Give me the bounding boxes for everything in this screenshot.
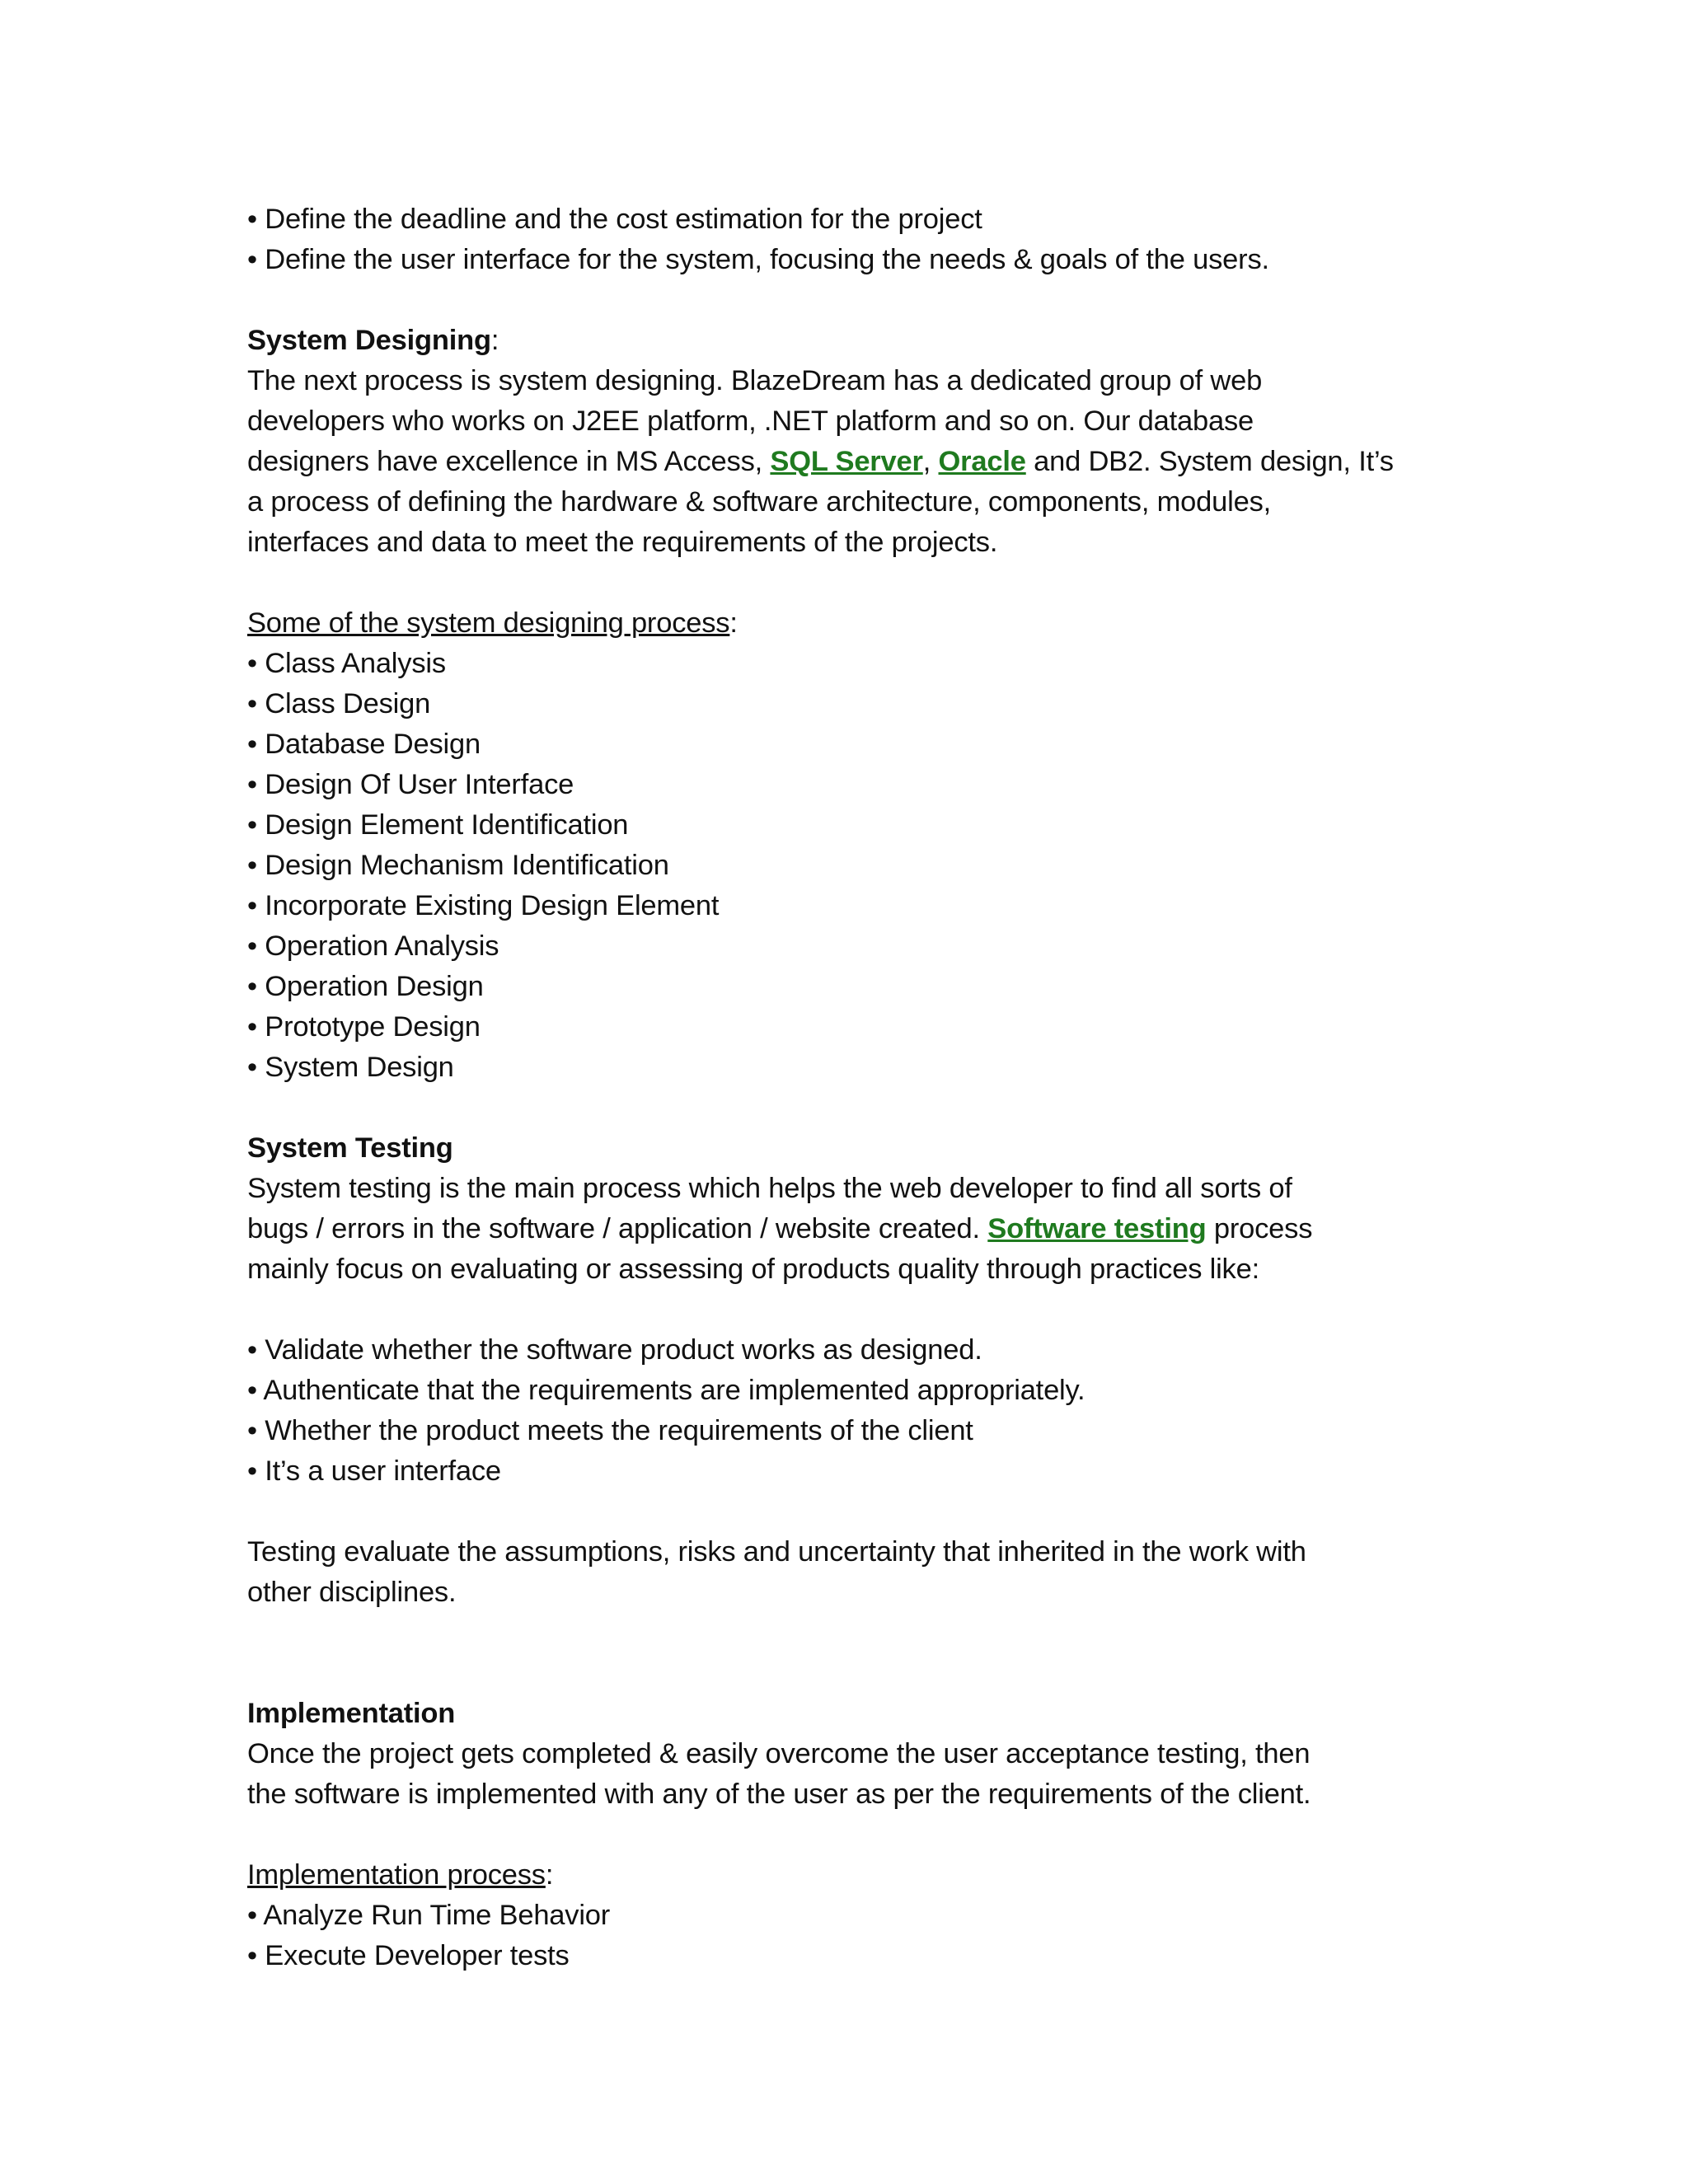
list-item: • Define the user interface for the system, focusing the needs & goals of the users. [247, 240, 1451, 280]
sql-server-link[interactable]: SQL Server [770, 446, 923, 477]
implementation-heading: Implementation [247, 1698, 456, 1729]
list-item: • Class Design [247, 684, 1451, 724]
paragraph-line [247, 1209, 1451, 1249]
paragraph-line: The next process is system designing. BlazeDream has a dedicated group of web [247, 365, 1263, 396]
spacer [247, 1290, 1451, 1330]
paragraph-line: developers who works on J2EE platform, .NET platform and so on. Our database [247, 405, 1254, 437]
text-segment: , [922, 446, 939, 477]
text-segment: bugs / errors in the software / application / website created. [247, 1213, 988, 1244]
system-testing-heading: System Testing [247, 1132, 453, 1164]
list-item: • Design Mechanism Identification [247, 846, 1451, 886]
list-item: • System Design [247, 1047, 1451, 1088]
list-item: • Operation Design [247, 967, 1451, 1007]
list-item: • Prototype Design [247, 1007, 1451, 1047]
paragraph-line [247, 442, 1451, 482]
spacer [247, 280, 1451, 321]
list-item: • Authenticate that the requirements are implemented appropriately. [247, 1371, 1451, 1411]
spacer [247, 1492, 1451, 1532]
list-item: • It’s a user interface [247, 1451, 1451, 1492]
paragraph-line: Testing evaluate the assumptions, risks and uncertainty that inherited in the work with [247, 1536, 1306, 1568]
system-testing-bullet-list [247, 1330, 1451, 1492]
list-item: • Design Element Identification [247, 805, 1451, 846]
paragraph-line: other disciplines. [247, 1577, 457, 1608]
subheading-colon: : [729, 607, 738, 639]
paragraph-line: System testing is the main process which helps the web developer to find all sorts of [247, 1173, 1292, 1204]
oracle-link[interactable]: Oracle [938, 446, 1026, 477]
spacer [247, 1815, 1451, 1855]
paragraph-line: the software is implemented with any of the user as per the requirements of the client. [247, 1779, 1311, 1810]
intro-bullet-list [247, 199, 1451, 280]
document-page [247, 199, 1451, 1976]
list-item: • Whether the product meets the requirements of the client [247, 1411, 1451, 1451]
subheading-colon: : [545, 1859, 554, 1891]
list-item: • Design Of User Interface [247, 765, 1451, 805]
system-designing-process-list [247, 644, 1451, 1088]
list-item: • Class Analysis [247, 644, 1451, 684]
list-item: • Validate whether the software product works as designed. [247, 1330, 1451, 1371]
text-segment: process [1206, 1213, 1313, 1244]
list-item: • Operation Analysis [247, 926, 1451, 967]
software-testing-link[interactable]: Software testing [987, 1213, 1207, 1244]
list-item: • Analyze Run Time Behavior [247, 1896, 1451, 1936]
paragraph-line: interfaces and data to meet the requirements of the projects. [247, 527, 998, 558]
spacer [247, 1088, 1451, 1128]
implementation-subheading-line [247, 1855, 1451, 1896]
list-item: • Execute Developer tests [247, 1936, 1451, 1976]
text-segment: and DB2. System design, It’s [1025, 446, 1394, 477]
text-segment: designers have excellence in MS Access, [247, 446, 771, 477]
system-designing-heading-line [247, 321, 1451, 361]
spacer [247, 1613, 1451, 1694]
implementation-subheading: Implementation process [247, 1859, 546, 1891]
paragraph-line: Once the project gets completed & easily overcome the user acceptance testing, then [247, 1738, 1311, 1769]
paragraph-line: mainly focus on evaluating or assessing of products quality through practices like: [247, 1254, 1259, 1285]
system-designing-subheading-line [247, 603, 1451, 644]
spacer [247, 563, 1451, 603]
system-designing-heading: System Designing [247, 325, 491, 356]
list-item: • Define the deadline and the cost estimation for the project [247, 199, 1451, 240]
heading-colon: : [490, 325, 499, 356]
list-item: • Incorporate Existing Design Element [247, 886, 1451, 926]
paragraph-line: a process of defining the hardware & software architecture, components, modules, [247, 486, 1272, 518]
system-designing-subheading: Some of the system designing process [247, 607, 730, 639]
implementation-process-list [247, 1896, 1451, 1976]
list-item: • Database Design [247, 724, 1451, 765]
